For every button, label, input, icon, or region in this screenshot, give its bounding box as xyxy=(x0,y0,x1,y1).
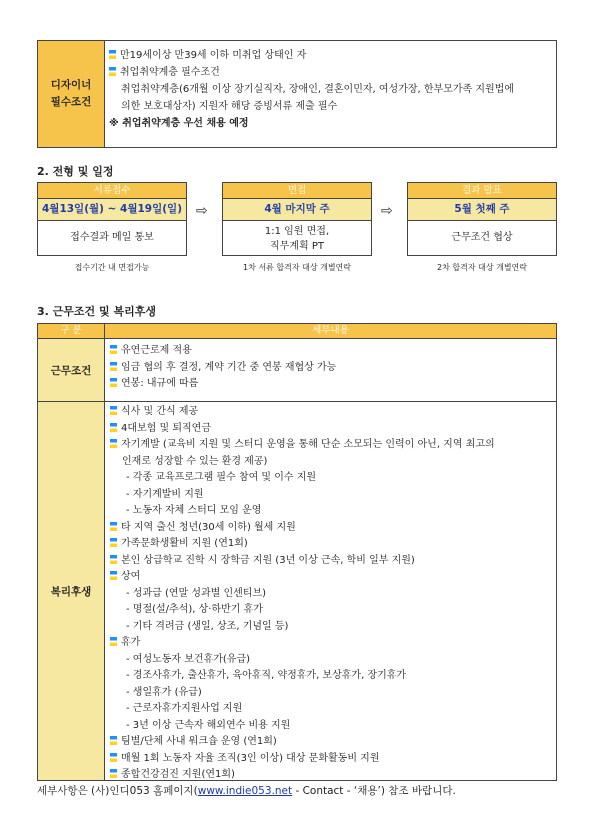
welfare-content xyxy=(110,404,495,784)
requirement-item: 만19세이상 만39세 이하 미취업 상태인 자 xyxy=(109,47,554,64)
welfare-item: 식사 및 간식 제공 xyxy=(121,406,199,417)
step-date: 4월 마지막 주 xyxy=(223,198,371,221)
welfare-subitem: - 생일휴가 (유급) xyxy=(126,686,202,698)
divider xyxy=(38,401,556,402)
benefits-title: 3. 근무조건 및 복리후생 xyxy=(37,305,156,318)
step-desc: 근무조건 협상 xyxy=(451,232,513,243)
work-content xyxy=(110,343,336,393)
welfare-subitem: - 근로자휴가지원사업 지원 xyxy=(126,703,243,714)
bullet-icon xyxy=(110,736,117,745)
step-header: 면접 xyxy=(223,183,371,198)
welfare-subitem: - 3년 이상 근속자 해외연수 비용 지원 xyxy=(126,719,291,731)
bullet-icon xyxy=(110,555,117,564)
work-item: 임금 협의 후 결정, 계약 기간 중 연봉 재협상 가능 xyxy=(110,360,336,377)
welfare-subitem: - 명절(설/추석), 상·하반기 휴가 xyxy=(126,604,263,615)
bullet-icon xyxy=(110,439,117,448)
step-note: 접수기간 내 면접가능 xyxy=(74,263,150,272)
step-desc-line2: 직무계획 PT xyxy=(270,241,324,252)
work-item: 유연근로제 적용 xyxy=(110,343,336,360)
bullet-icon xyxy=(110,522,117,531)
schedule-step-1 xyxy=(37,182,187,256)
step-header: 서류접수 xyxy=(38,183,186,198)
requirements-label-line2: 필수조건 xyxy=(50,96,92,108)
bullet-icon xyxy=(110,538,117,547)
bullet-icon xyxy=(110,345,117,354)
step-desc-line1: 1:1 임원 면접, xyxy=(264,226,330,237)
bullet-icon xyxy=(110,637,117,646)
schedule-step-3 xyxy=(407,182,557,256)
step-header: 결과 발표 xyxy=(408,183,556,198)
schedule-title: 2. 전형 및 일정 xyxy=(37,165,114,178)
requirements-table xyxy=(37,40,557,148)
welfare-subitem: - 성과급 (연말 성과별 인센티브) xyxy=(126,587,267,599)
bullet-icon xyxy=(109,67,116,76)
step-date: 5월 첫째 주 xyxy=(408,198,556,221)
requirements-label xyxy=(38,41,105,147)
step-desc: 접수결과 메일 통보 xyxy=(70,232,154,243)
welfare-subitem: - 경조사휴가, 출산휴가, 육아휴직, 약정휴가, 보상휴가, 장기휴가 xyxy=(126,670,407,681)
schedule-step-2 xyxy=(222,182,372,256)
requirement-note: ※ 취업취약계층 우선 채용 예정 xyxy=(109,118,249,129)
step-note: 1차 서류 합격자 대상 개별연락 xyxy=(243,263,351,272)
homepage-link[interactable]: www.indie053.net xyxy=(197,785,293,797)
bullet-icon xyxy=(109,50,116,59)
bullet-icon xyxy=(110,406,117,415)
welfare-item: 상여 xyxy=(121,571,141,582)
benefits-col-left: 구 분 xyxy=(38,324,105,338)
step-date: 4월13일(월) ~ 4월19일(일) xyxy=(38,198,186,221)
welfare-subitem: - 여성노동자 보건휴가(유급) xyxy=(126,653,251,665)
step-note: 2차 합격자 대상 개별연락 xyxy=(437,263,527,272)
bullet-icon xyxy=(110,753,117,762)
bullet-icon xyxy=(110,362,117,371)
benefits-col-right: 세부내용 xyxy=(105,324,556,338)
arrow-right-icon: ⇨ xyxy=(381,203,393,219)
welfare-item: 휴가 xyxy=(121,637,141,648)
welfare-item: 4대보험 및 퇴직연금 xyxy=(121,422,211,434)
bullet-icon xyxy=(110,378,117,387)
welfare-item: 매월 1회 노동자 자율 조직(3인 이상) 대상 문화활동비 지원 xyxy=(121,752,380,764)
requirement-item: 취업취약계층 필수조건 xyxy=(109,64,554,81)
welfare-label: 복리후생 xyxy=(38,402,105,780)
welfare-item: 팀별/단체 사내 워크숍 운영 (연1회) xyxy=(121,736,277,747)
requirement-detail-line2: 의한 보호대상자) 지원자 해당 증빙서류 제출 필수 xyxy=(121,101,338,112)
arrow-right-icon: ⇨ xyxy=(196,203,208,219)
requirements-label-line1: 디자이너 xyxy=(50,79,92,91)
bullet-icon xyxy=(110,769,117,778)
welfare-item: 가족문화생활비 지원 (연1회) xyxy=(121,538,248,549)
welfare-item: 본인 상급학교 진학 시 장학금 지원 (3년 이상 근속, 학비 일부 지원) xyxy=(121,554,415,566)
footer-suffix: - Contact - ‘채용’) 참조 바랍니다. xyxy=(292,785,456,797)
footer-note xyxy=(37,783,456,798)
requirement-detail-line1: 취업취약계층(6개월 이상 장기실직자, 장애인, 결혼이민자, 여성가장, 한부모가족 지원법에 xyxy=(121,84,514,95)
benefits-table xyxy=(37,323,557,781)
welfare-item: 자기계발 (교육비 지원 및 스터디 운영을 통해 단순 소모되는 인력이 아닌, 지역 최고의 xyxy=(121,439,495,450)
work-item: 연봉: 내규에 따름 xyxy=(110,376,336,393)
bullet-icon xyxy=(110,423,117,432)
bullet-icon xyxy=(110,571,117,580)
welfare-subitem: - 각종 교육프로그램 필수 참여 및 이수 지원 xyxy=(126,472,317,483)
footer-prefix: 세부사항은 (사)인디053 홈페이지( xyxy=(37,785,198,797)
welfare-item: 타 지역 출신 청년(30세 이하) 월세 지원 xyxy=(121,521,296,533)
divider xyxy=(38,338,556,339)
welfare-subitem: - 기타 격려금 (생일, 상조, 기념일 등) xyxy=(126,620,289,632)
requirements-content xyxy=(109,47,554,132)
welfare-item: 종합건강검진 지원(연1회) xyxy=(121,769,235,780)
work-label: 근무조건 xyxy=(38,339,105,401)
welfare-item-cont: 인재로 성장할 수 있는 환경 제공) xyxy=(122,455,268,467)
welfare-subitem: - 노동자 자체 스터디 모임 운영 xyxy=(126,505,262,516)
welfare-subitem: - 자기계발비 지원 xyxy=(126,488,204,500)
